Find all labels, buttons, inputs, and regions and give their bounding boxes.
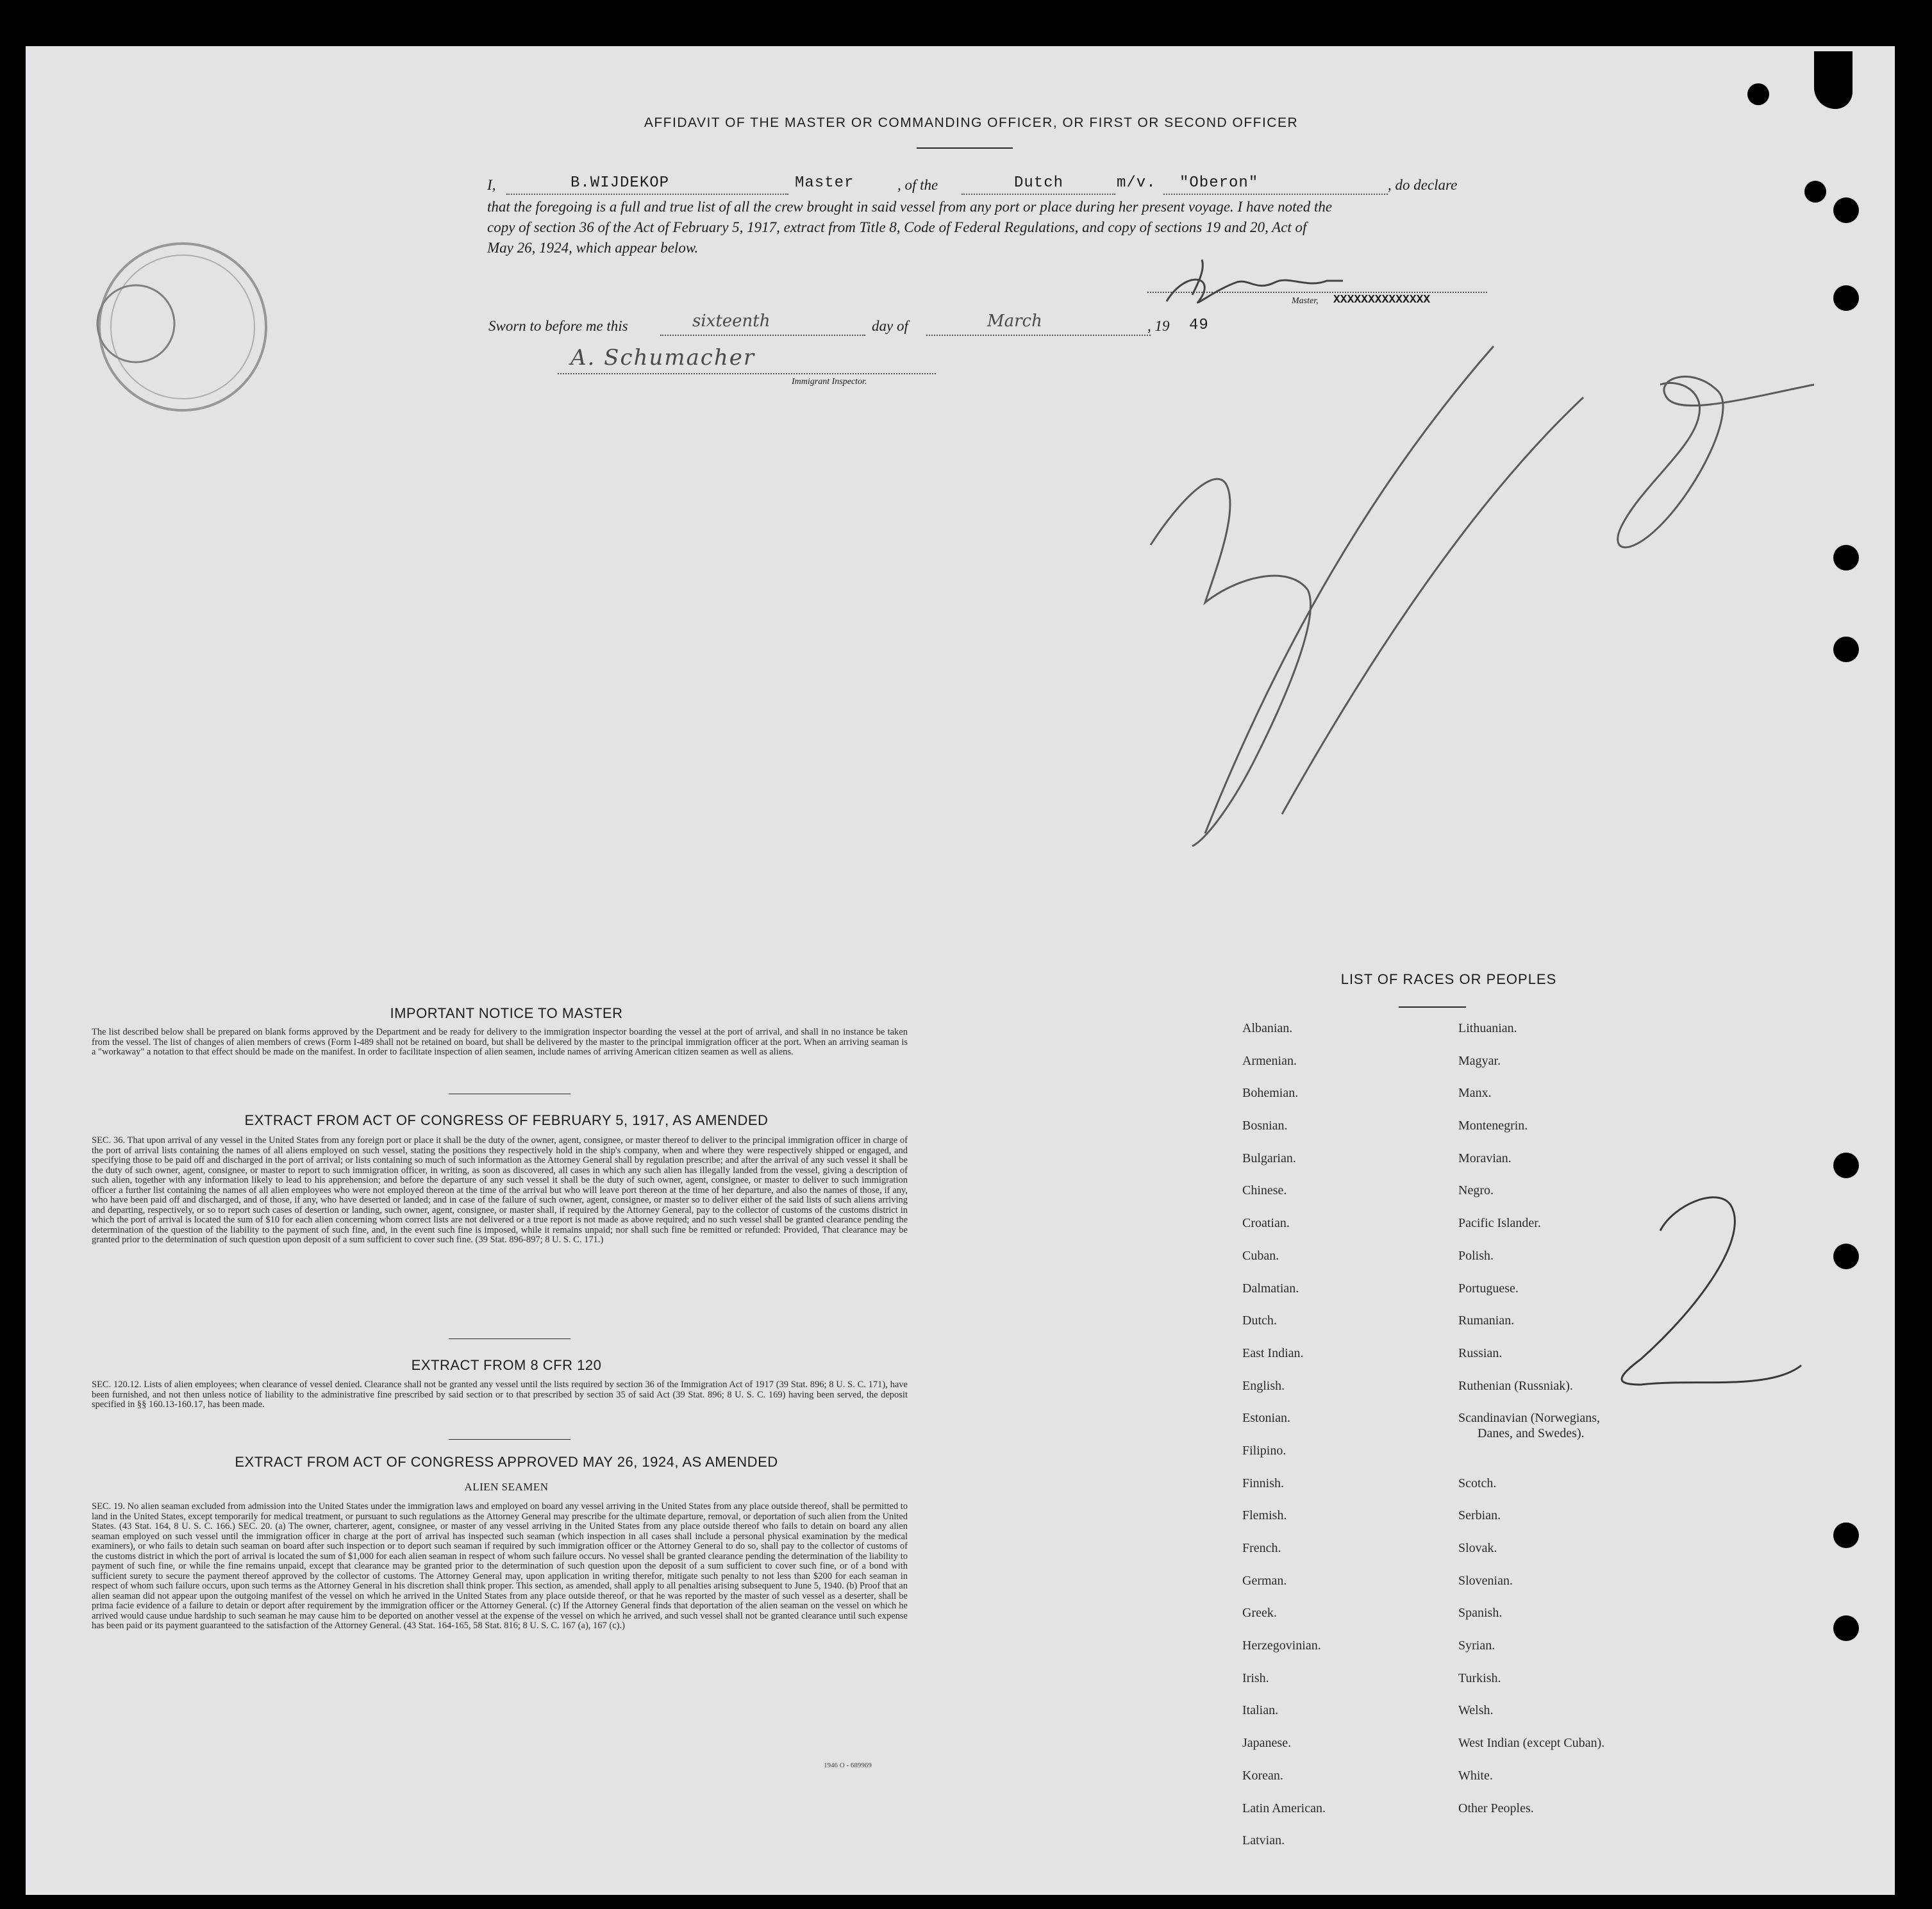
race-item: Flemish. — [1242, 1508, 1287, 1523]
digit-1-stroke — [1282, 397, 1583, 814]
extract-1924-subtitle: ALIEN SEAMEN — [464, 1481, 549, 1493]
race-item: Rumanian. — [1458, 1313, 1515, 1328]
race-item: Italian. — [1242, 1703, 1279, 1718]
race-item: Turkish. — [1458, 1671, 1501, 1685]
race-item: Spanish. — [1458, 1606, 1503, 1621]
sworn-month: March — [987, 312, 1042, 331]
race-item: Dutch. — [1242, 1313, 1277, 1328]
race-item: Chinese. — [1242, 1183, 1287, 1198]
declaration-line: that the foregoing is a full and true list of all the crew brought in said vessel from any port or place during her present voyage. I have noted the — [487, 199, 1333, 215]
vessel-nationality: Dutch — [1014, 174, 1064, 192]
master-signature-stroke — [1192, 260, 1203, 295]
sworn-day: sixteenth — [692, 312, 770, 331]
race-item: Danes, and Swedes). — [1478, 1426, 1585, 1441]
race-item: Scandinavian (Norwegians, — [1458, 1411, 1601, 1426]
races-title: LIST OF RACES OR PEOPLES — [1340, 971, 1557, 987]
year-prefix: , 19 — [1147, 318, 1170, 334]
sworn-label: Sworn to before me this — [488, 318, 628, 334]
race-item: French. — [1242, 1541, 1281, 1555]
race-item: Portuguese. — [1458, 1281, 1519, 1296]
digit-8-stroke — [1618, 377, 1814, 547]
master-signature-stroke — [1167, 279, 1343, 303]
race-item: West Indian (except Cuban). — [1458, 1736, 1605, 1751]
race-item: Bulgarian. — [1242, 1151, 1296, 1165]
race-item: Montenegrin. — [1458, 1119, 1528, 1133]
declaration-line: copy of section 36 of the Act of February 5, 1917, extract from Title 8, Code of Federal Regulations, and copy of sections 19 and 20, Act of — [487, 219, 1307, 235]
race-item: Korean. — [1242, 1768, 1283, 1783]
day-of-label: day of — [872, 318, 908, 334]
race-item: Estonian. — [1242, 1411, 1290, 1426]
master-rank: Master — [795, 174, 854, 192]
master-struck-title: XXXXXXXXXXXXXX — [1333, 294, 1431, 306]
race-item: Latvian. — [1242, 1833, 1285, 1848]
race-item: Pacific Islander. — [1458, 1216, 1541, 1231]
race-item: Japanese. — [1242, 1736, 1292, 1751]
print-code: 1946 O - 689969 — [824, 1762, 872, 1769]
extract-1917-title: EXTRACT FROM ACT OF CONGRESS OF FEBRUARY 5, 1917, AS AMENDED — [244, 1112, 769, 1128]
race-item: Albanian. — [1242, 1021, 1293, 1035]
inspector-label: Immigrant Inspector. — [792, 377, 867, 387]
race-item: Herzegovinian. — [1242, 1638, 1321, 1653]
of-the-label: , of the — [897, 177, 938, 193]
vessel-type: m/v. — [1117, 174, 1156, 192]
race-item: Negro. — [1458, 1183, 1494, 1198]
race-item: Polish. — [1458, 1248, 1494, 1263]
races-left-column — [1242, 1021, 1326, 1865]
race-item: Bohemian. — [1242, 1086, 1299, 1101]
sworn-year: 49 — [1189, 317, 1209, 334]
digit-2-stroke — [1622, 1197, 1801, 1385]
race-item: Other Peoples. — [1458, 1801, 1534, 1815]
race-item: Scotch. — [1458, 1476, 1497, 1490]
race-item: Ruthenian (Russniak). — [1458, 1378, 1573, 1393]
race-item: Latin American. — [1242, 1801, 1326, 1815]
race-item: Bosnian. — [1242, 1119, 1288, 1133]
race-item: Irish. — [1242, 1671, 1269, 1685]
race-item: Syrian. — [1458, 1638, 1495, 1653]
notice-title: IMPORTANT NOTICE TO MASTER — [390, 1005, 623, 1021]
race-item: Moravian. — [1458, 1151, 1511, 1165]
master-label: Master, — [1292, 296, 1319, 306]
race-item: East Indian. — [1242, 1346, 1304, 1360]
race-item: Armenian. — [1242, 1053, 1297, 1068]
race-item: White. — [1458, 1768, 1493, 1783]
race-item: Filipino. — [1242, 1443, 1287, 1458]
vessel-name: "Oberon" — [1179, 174, 1259, 192]
slash-stroke — [1205, 346, 1494, 833]
race-item: Croatian. — [1242, 1216, 1290, 1231]
inspector-signature: A. Schumacher — [570, 345, 756, 371]
extract-1924-title: EXTRACT FROM ACT OF CONGRESS APPROVED MAY 26, 1924, AS AMENDED — [235, 1454, 778, 1470]
extract-1917-body: SEC. 36. That upon arrival of any vessel in the United States from any foreign port or place it shall be the duty of the owner, agent, consignee, or master thereof to deliver to the principal immigration officer in charge of the port of arrival lists containing the names of all aliens employed on such vessel, stating the positions they respectively hold in the ship's company, when and where they were respectively shipped or engaged, and specifying those to be paid off and discharged in the port of arrival; or lists containing so much of such information as the Attorney General shall by regulation prescribe; and after the arrival of any such vessel it shall be the duty of such owner, agent, consignee, or master to report to such immigration officer, in writing, as soon as discovered, all cases in which any such alien has illegally landed from the vessel, giving a description of such alien, together with any information likely to lead to his apprehension; and before the departure of any such vessel it shall be the duty of such owner, agent, consignee, or master to deliver to such immigration officer a further list containing the names of all alien employees who were not employed thereon at the time of the arrival but who will leave port thereon at the time of her departure, and also the names of those, if any, who have been paid off and discharged, and of those, if any, who have deserted or landed; and in case of the failure of such owner, agent, consignee, or master so to deliver either of the said lists of such aliens arriving and departing, respectively, or so to report such cases of desertion or landing, such owner, agent, consignee, or master shall, if required by the Attorney General, pay to the collector of customs of the customs district in which the port of arrival is located the sum of $10 for each alien concerning whom correct lists are not delivered or a true report is not made as above required; and no such vessel shall be granted clearance pending the determination of the question of the liability to the payment of such fine, and, in the event such fine is imposed, while it remains unpaid; nor shall such fine be remitted or refunded: Provided, That clearance may be granted prior to the determination of such question upon deposit of a sum sufficient to cover such fine. (39 Stat. 896-897; 8 U. S. C. 171.) — [92, 1135, 908, 1245]
digit-3-stroke — [1151, 479, 1311, 846]
master-name: B.WIJDEKOP — [570, 174, 670, 192]
extract-cfr-body: SEC. 120.12. Lists of alien employees; when clearance of vessel denied. Clearance shall not be granted any vessel until the lists required by section 36 of the Immigration Act of 1917 (39 Stat. 896; 8 U. S. C. 171), have been furnished, and not then unless notice of liability to the administrative fine prescribed by said section or to that prescribed by section 35 of said Act (39 Stat. 896; 8 U. S. C. 169) having been served, the deposit specified in §§ 160.13-160.17, has been made. — [92, 1380, 908, 1410]
declare-suffix: , do declare — [1388, 177, 1458, 193]
race-item: Manx. — [1458, 1086, 1492, 1101]
declaration-line: May 26, 1924, which appear below. — [487, 240, 699, 256]
race-item: German. — [1242, 1573, 1287, 1588]
declaration-prefix: I, — [487, 177, 496, 193]
extract-1924-body: SEC. 19. No alien seaman excluded from admission into the United States under the immigration laws and employed on board any vessel arriving in the United States from any place outside thereof, shall be permitted to land in the United States, except temporarily for medical treatment, or pursuant to such regulations as the Attorney General may prescribe for the ultimate departure, removal, or deportation of such alien from the United States. (43 Stat. 164, 8 U. S. C. 166.) SEC. 20. (a) The owner, charterer, agent, consignee, or master of any vessel arriving in the United States from any place outside thereof who fails to detain on board any alien seaman employed on such vessel until the immigration officer in charge at the port of arrival has inspected such seaman (which inspection in all cases shall include a personal physical examination by the medical examiners), or who fails to detain such seaman on board after such inspection or to deport such seaman if required by such immigration officer or the Attorney General to do so, shall pay to the collector of customs of the customs district in which the port of arrival is located the sum of $1,000 for each alien seaman in respect of whom such failure occurs. No vessel shall be granted clearance pending the determination of the liability to payment of such fine, or while the fine remains unpaid, except that clearance may be granted prior to the determination of such question upon the deposit of a sum sufficient to cover such fine, or of a bond with sufficient surety to secure the payment thereof approved by the collector of customs. The Attorney General may, upon application in writing therefor, mitigate such penalty to not less than $200 for each seaman in respect of whom such failure occurs, upon such terms as the Attorney General in his discretion shall think proper. This section, as amended, shall apply to all penalties arising subsequent to June 5, 1940. (b) Proof that an alien seaman did not appear upon the outgoing manifest of the vessel on which he arrived in the United States from any place outside thereof, or that he was reported by the master of such vessel as a deserter, shall be prima facie evidence of a failure to detain or deport after requirement by the immigration officer or the Attorney General. (c) If the Attorney General finds that deportation of the alien seaman on the vessel on which he arrived would cause undue hardship to such seaman he may cause him to be deported on another vessel at the expense of the vessel on which he arrived, and such vessel shall not be granted clearance until such expense has been paid or its payment guaranteed to the satisfaction of the Attorney General. (43 Stat. 164-165, 58 Stat. 816; 8 U. S. C. 167 (a), 167 (c).) — [92, 1501, 908, 1631]
immigration-stamp — [97, 244, 266, 410]
race-item: Cuban. — [1242, 1248, 1279, 1263]
race-item: Dalmatian. — [1242, 1281, 1299, 1296]
extract-cfr-title: EXTRACT FROM 8 CFR 120 — [411, 1357, 602, 1373]
races-right-column — [1458, 1021, 1604, 1833]
affidavit-title: AFFIDAVIT OF THE MASTER OR COMMANDING OFFICER, OR FIRST OR SECOND OFFICER — [644, 115, 1299, 130]
notice-body: The list described below shall be prepared on blank forms approved by the Department and be ready for delivery to the immigration inspector boarding the vessel at the port of arrival, and shall in no instance be taken from the vessel. The list of changes of alien members of crews (Form I-489 shall not be retained on board, but shall be delivered by the master to the principal immigration officer at the port. When an arriving seaman is a "workaway" a notation to that effect should be made on the manifest. In order to facilitate inspection of alien seamen, include names of arriving American citizen seamen as well as aliens. — [92, 1027, 908, 1057]
race-item: Lithuanian. — [1458, 1021, 1517, 1035]
race-item: Welsh. — [1458, 1703, 1494, 1718]
race-item: Russian. — [1458, 1346, 1503, 1360]
race-item: Slovenian. — [1458, 1573, 1513, 1588]
race-item: Serbian. — [1458, 1508, 1501, 1523]
race-item: Finnish. — [1242, 1476, 1285, 1490]
race-item: Slovak. — [1458, 1541, 1497, 1556]
race-item: Greek. — [1242, 1606, 1277, 1621]
race-item: English. — [1242, 1378, 1285, 1393]
race-item: Magyar. — [1458, 1053, 1501, 1068]
